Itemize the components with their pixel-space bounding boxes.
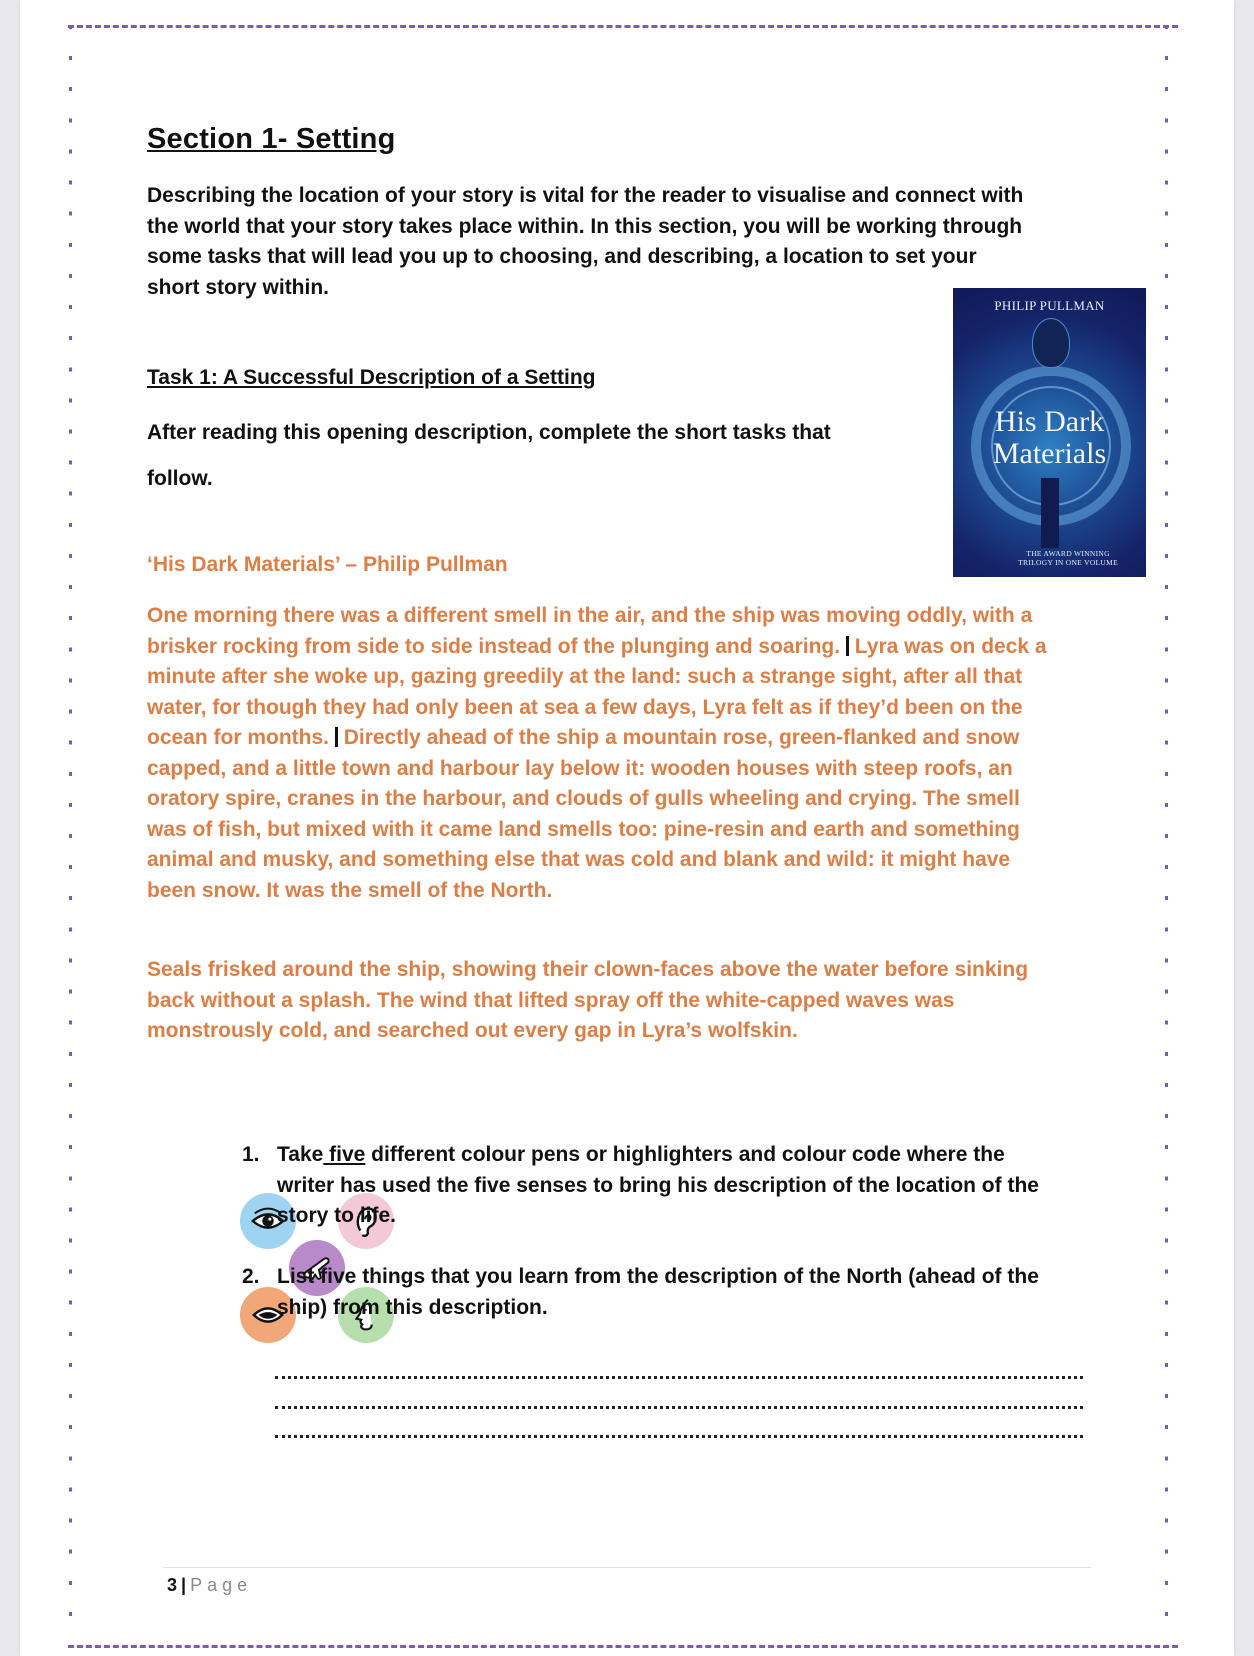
answer-line[interactable]	[275, 1376, 1083, 1379]
question-emphasis: five	[323, 1143, 366, 1166]
page-label: Page	[190, 1575, 253, 1595]
book-subtitle-line: TRILOGY IN ONE VOLUME	[1018, 558, 1118, 567]
extract-text: One morning there was a different smell in the air, and the ship was moving oddly, with a brisker rocking from side to side instead of the plunging and soaring.	[147, 604, 1033, 658]
extract-title: ‘His Dark Materials’ – Philip Pullman	[147, 553, 508, 576]
answer-line[interactable]	[275, 1435, 1083, 1438]
book-subtitle	[1018, 549, 1118, 567]
question-text: different colour pens or highlighters and colour code where the writer has used the five senses to bring his description of the location of the story to life.	[277, 1143, 1039, 1227]
tower-icon	[1041, 478, 1059, 548]
book-title-line: His Dark	[994, 405, 1105, 438]
extract-text: Lyra was on deck a minute after she woke up, gazing greedily at the land: such a strange sight, after all that water, for though they had only been at sea a few days, Lyra felt as if they’d been on the ocean for months.	[147, 634, 1047, 749]
balloon-icon	[1032, 318, 1070, 368]
task-instruction: After reading this opening description, complete the short tasks that follow.	[147, 421, 831, 490]
book-cover-image	[953, 288, 1146, 577]
footer-separator: |	[181, 1575, 187, 1595]
footer-divider	[163, 1567, 1091, 1568]
section-title: Section 1- Setting	[147, 123, 396, 155]
book-author: PHILIP PULLMAN	[994, 298, 1105, 313]
page-border-bottom	[68, 1645, 1178, 1648]
page-border-left	[69, 28, 72, 1642]
question-text: List five things that you learn from the description of the North (ahead of the ship) from this description.	[277, 1265, 1039, 1319]
book-title-line: Materials	[992, 437, 1107, 470]
page-border-top	[68, 25, 1178, 28]
question-number: 2.	[242, 1265, 260, 1288]
page-border-right	[1165, 28, 1168, 1642]
page-number: 3	[167, 1575, 178, 1595]
question-1	[242, 1140, 1062, 1232]
extract-paragraph-1	[147, 601, 1047, 906]
task-title: Task 1: A Successful Description of a Setting	[147, 366, 596, 389]
extract-text: Directly ahead of the ship a mountain rose, green-flanked and snow capped, and a little town and harbour lay below it: wooden houses with steep roofs, an oratory spire, cranes in the harbour, and clouds of gulls wheeling and crying. The smell was of fish, but mixed with it came land smells too: pine-resin and earth and something animal and musky, and something else that was cold and blank and wild: it might have been snow. It was the smell of the North.	[147, 726, 1020, 902]
question-2	[242, 1262, 1062, 1323]
book-title	[953, 406, 1146, 470]
book-subtitle-line: THE AWARD WINNING	[1026, 549, 1110, 558]
question-text: Take	[277, 1143, 324, 1166]
section-intro: Describing the location of your story is vital for the reader to visualise and connect with the world that your story takes place within. In this section, you will be working through some tasks that will lead you up to choosing, and describing, a location to set your short story within.	[147, 184, 1024, 299]
extract-paragraph-2: Seals frisked around the ship, showing their clown-faces above the water before sinking back without a splash. The wind that lifted spray off the white-capped waves was monstrously cold, and searched out every gap in Lyra’s wolfskin.	[147, 958, 1029, 1042]
answer-line[interactable]	[275, 1406, 1083, 1409]
question-number: 1.	[242, 1143, 260, 1166]
page-footer	[167, 1575, 252, 1596]
